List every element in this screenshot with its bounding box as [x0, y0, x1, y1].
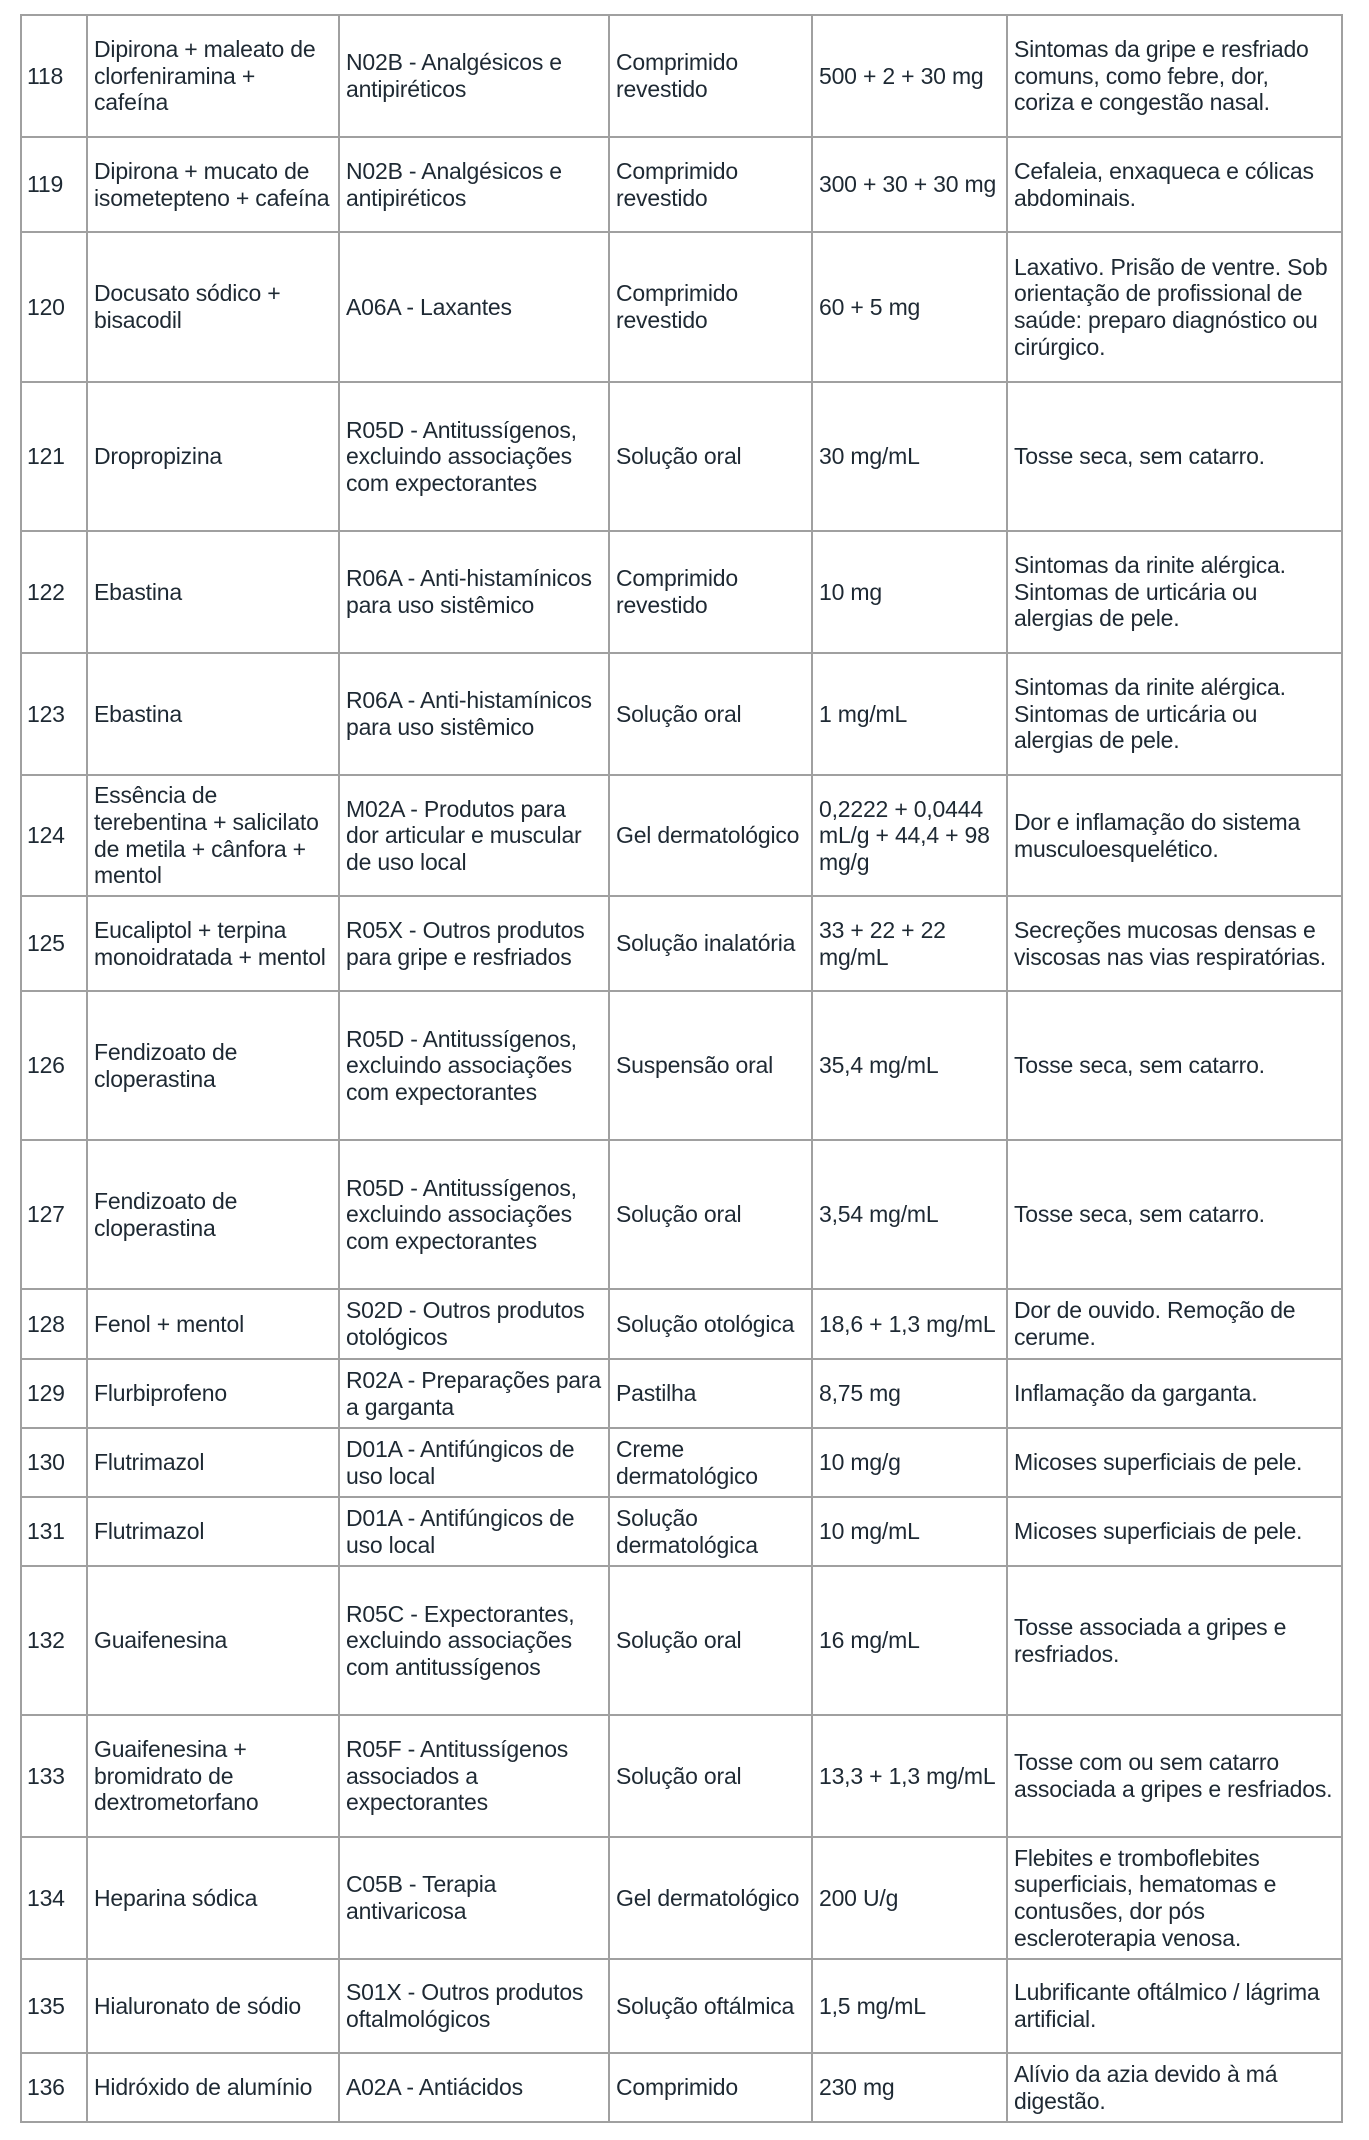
- dose-cell: 10 mg/mL: [812, 1497, 1007, 1566]
- dosage-form-cell: Solução dermatológica: [609, 1497, 812, 1566]
- atc-class-cell: A06A - Laxantes: [339, 232, 609, 382]
- row-number: 123: [21, 653, 87, 775]
- indication-cell: Tosse com ou sem catarro associada a gripes e resfriados.: [1007, 1715, 1342, 1837]
- row-number: 122: [21, 531, 87, 653]
- dosage-form-cell: Suspensão oral: [609, 991, 812, 1140]
- atc-class-cell: S01X - Outros produtos oftalmológicos: [339, 1959, 609, 2053]
- dosage-form-cell: Gel dermatológico: [609, 775, 812, 896]
- dose-cell: 1,5 mg/mL: [812, 1959, 1007, 2053]
- indication-cell: Lubrificante oftálmico / lágrima artificial.: [1007, 1959, 1342, 2053]
- dosage-form-cell: Comprimido: [609, 2053, 812, 2122]
- atc-class-cell: N02B - Analgésicos e antipiréticos: [339, 137, 609, 232]
- table-row: [21, 991, 1342, 1140]
- substance-cell: Hialuronato de sódio: [87, 1959, 339, 2053]
- substance-cell: Dropropizina: [87, 382, 339, 531]
- row-number: 124: [21, 775, 87, 896]
- table-row: [21, 1428, 1342, 1497]
- indication-cell: Sintomas da gripe e resfriado comuns, como febre, dor, coriza e congestão nasal.: [1007, 15, 1342, 137]
- row-number: 135: [21, 1959, 87, 2053]
- dosage-form-cell: Pastilha: [609, 1359, 812, 1428]
- table-row: [21, 1715, 1342, 1837]
- atc-class-cell: R05F - Antitussígenos associados a expectorantes: [339, 1715, 609, 1837]
- dosage-form-cell: Solução otológica: [609, 1289, 812, 1359]
- atc-class-cell: S02D - Outros produtos otológicos: [339, 1289, 609, 1359]
- atc-class-cell: D01A - Antifúngicos de uso local: [339, 1428, 609, 1497]
- table-row: [21, 15, 1342, 137]
- dose-cell: 10 mg: [812, 531, 1007, 653]
- substance-cell: Guaifenesina + bromidrato de dextrometorfano: [87, 1715, 339, 1837]
- substance-cell: Ebastina: [87, 653, 339, 775]
- row-number: 118: [21, 15, 87, 137]
- row-number: 129: [21, 1359, 87, 1428]
- dose-cell: 3,54 mg/mL: [812, 1140, 1007, 1289]
- indication-cell: Tosse seca, sem catarro.: [1007, 1140, 1342, 1289]
- table-row: [21, 1359, 1342, 1428]
- table-row: [21, 1497, 1342, 1566]
- indication-cell: Tosse associada a gripes e resfriados.: [1007, 1566, 1342, 1715]
- dose-cell: 16 mg/mL: [812, 1566, 1007, 1715]
- dose-cell: 8,75 mg: [812, 1359, 1007, 1428]
- indication-cell: Micoses superficiais de pele.: [1007, 1497, 1342, 1566]
- atc-class-cell: N02B - Analgésicos e antipiréticos: [339, 15, 609, 137]
- indication-cell: Laxativo. Prisão de ventre. Sob orientação de profissional de saúde: preparo diagnóstico ou cirúrgico.: [1007, 232, 1342, 382]
- indication-cell: Secreções mucosas densas e viscosas nas vias respiratórias.: [1007, 896, 1342, 991]
- atc-class-cell: C05B - Terapia antivaricosa: [339, 1837, 609, 1959]
- row-number: 130: [21, 1428, 87, 1497]
- row-number: 132: [21, 1566, 87, 1715]
- dosage-form-cell: Creme dermatológico: [609, 1428, 812, 1497]
- substance-cell: Ebastina: [87, 531, 339, 653]
- dose-cell: 230 mg: [812, 2053, 1007, 2122]
- substance-cell: Hidróxido de alumínio: [87, 2053, 339, 2122]
- substance-cell: Dipirona + mucato de isometepteno + cafeína: [87, 137, 339, 232]
- table-row: [21, 2053, 1342, 2122]
- substance-cell: Docusato sódico + bisacodil: [87, 232, 339, 382]
- dose-cell: 10 mg/g: [812, 1428, 1007, 1497]
- row-number: 125: [21, 896, 87, 991]
- substance-cell: Flurbiprofeno: [87, 1359, 339, 1428]
- dosage-form-cell: Comprimido revestido: [609, 137, 812, 232]
- dose-cell: 35,4 mg/mL: [812, 991, 1007, 1140]
- dosage-form-cell: Solução oral: [609, 1715, 812, 1837]
- row-number: 126: [21, 991, 87, 1140]
- row-number: 134: [21, 1837, 87, 1959]
- indication-cell: Dor de ouvido. Remoção de cerume.: [1007, 1289, 1342, 1359]
- dosage-form-cell: Solução oral: [609, 1140, 812, 1289]
- atc-class-cell: R05D - Antitussígenos, excluindo associações com expectorantes: [339, 1140, 609, 1289]
- dose-cell: 30 mg/mL: [812, 382, 1007, 531]
- substance-cell: Flutrimazol: [87, 1428, 339, 1497]
- row-number: 120: [21, 232, 87, 382]
- table-row: [21, 1837, 1342, 1959]
- substance-cell: Eucaliptol + terpina monoidratada + mentol: [87, 896, 339, 991]
- atc-class-cell: R05D - Antitussígenos, excluindo associações com expectorantes: [339, 382, 609, 531]
- dose-cell: 13,3 + 1,3 mg/mL: [812, 1715, 1007, 1837]
- indication-cell: Inflamação da garganta.: [1007, 1359, 1342, 1428]
- table-row: [21, 531, 1342, 653]
- table-row: [21, 1289, 1342, 1359]
- substance-cell: Dipirona + maleato de clorfeniramina + cafeína: [87, 15, 339, 137]
- dosage-form-cell: Solução oftálmica: [609, 1959, 812, 2053]
- substance-cell: Fendizoato de cloperastina: [87, 991, 339, 1140]
- atc-class-cell: R06A - Anti-histamínicos para uso sistêmico: [339, 653, 609, 775]
- row-number: 131: [21, 1497, 87, 1566]
- dose-cell: 0,2222 + 0,0444 mL/g + 44,4 + 98 mg/g: [812, 775, 1007, 896]
- indication-cell: Alívio da azia devido à má digestão.: [1007, 2053, 1342, 2122]
- table-row: [21, 232, 1342, 382]
- substance-cell: Essência de terebentina + salicilato de metila + cânfora + mentol: [87, 775, 339, 896]
- dosage-form-cell: Solução oral: [609, 653, 812, 775]
- atc-class-cell: R02A - Preparações para a garganta: [339, 1359, 609, 1428]
- atc-class-cell: D01A - Antifúngicos de uso local: [339, 1497, 609, 1566]
- indication-cell: Tosse seca, sem catarro.: [1007, 382, 1342, 531]
- atc-class-cell: R05C - Expectorantes, excluindo associações com antitussígenos: [339, 1566, 609, 1715]
- dose-cell: 300 + 30 + 30 mg: [812, 137, 1007, 232]
- dosage-form-cell: Solução oral: [609, 1566, 812, 1715]
- medication-table: [20, 14, 1343, 2123]
- dose-cell: 1 mg/mL: [812, 653, 1007, 775]
- dosage-form-cell: Comprimido revestido: [609, 15, 812, 137]
- row-number: 121: [21, 382, 87, 531]
- atc-class-cell: R05X - Outros produtos para gripe e resfriados: [339, 896, 609, 991]
- table-row: [21, 653, 1342, 775]
- atc-class-cell: M02A - Produtos para dor articular e muscular de uso local: [339, 775, 609, 896]
- table-row: [21, 775, 1342, 896]
- dose-cell: 200 U/g: [812, 1837, 1007, 1959]
- dosage-form-cell: Solução oral: [609, 382, 812, 531]
- dose-cell: 500 + 2 + 30 mg: [812, 15, 1007, 137]
- substance-cell: Heparina sódica: [87, 1837, 339, 1959]
- dosage-form-cell: Comprimido revestido: [609, 531, 812, 653]
- table-row: [21, 1140, 1342, 1289]
- indication-cell: Flebites e tromboflebites superficiais, hematomas e contusões, dor pós escleroterapia venosa.: [1007, 1837, 1342, 1959]
- substance-cell: Fendizoato de cloperastina: [87, 1140, 339, 1289]
- table-row: [21, 896, 1342, 991]
- dosage-form-cell: Solução inalatória: [609, 896, 812, 991]
- dosage-form-cell: Gel dermatológico: [609, 1837, 812, 1959]
- indication-cell: Cefaleia, enxaqueca e cólicas abdominais.: [1007, 137, 1342, 232]
- row-number: 128: [21, 1289, 87, 1359]
- dosage-form-cell: Comprimido revestido: [609, 232, 812, 382]
- dose-cell: 18,6 + 1,3 mg/mL: [812, 1289, 1007, 1359]
- row-number: 127: [21, 1140, 87, 1289]
- indication-cell: Tosse seca, sem catarro.: [1007, 991, 1342, 1140]
- table-row: [21, 1566, 1342, 1715]
- dose-cell: 33 + 22 + 22 mg/mL: [812, 896, 1007, 991]
- table-row: [21, 137, 1342, 232]
- substance-cell: Flutrimazol: [87, 1497, 339, 1566]
- indication-cell: Sintomas da rinite alérgica. Sintomas de urticária ou alergias de pele.: [1007, 531, 1342, 653]
- atc-class-cell: A02A - Antiácidos: [339, 2053, 609, 2122]
- medication-table-body: [21, 15, 1342, 2122]
- indication-cell: Micoses superficiais de pele.: [1007, 1428, 1342, 1497]
- row-number: 119: [21, 137, 87, 232]
- atc-class-cell: R05D - Antitussígenos, excluindo associações com expectorantes: [339, 991, 609, 1140]
- substance-cell: Guaifenesina: [87, 1566, 339, 1715]
- row-number: 133: [21, 1715, 87, 1837]
- indication-cell: Sintomas da rinite alérgica. Sintomas de urticária ou alergias de pele.: [1007, 653, 1342, 775]
- dose-cell: 60 + 5 mg: [812, 232, 1007, 382]
- row-number: 136: [21, 2053, 87, 2122]
- substance-cell: Fenol + mentol: [87, 1289, 339, 1359]
- indication-cell: Dor e inflamação do sistema musculoesquelético.: [1007, 775, 1342, 896]
- atc-class-cell: R06A - Anti-histamínicos para uso sistêmico: [339, 531, 609, 653]
- table-row: [21, 382, 1342, 531]
- table-row: [21, 1959, 1342, 2053]
